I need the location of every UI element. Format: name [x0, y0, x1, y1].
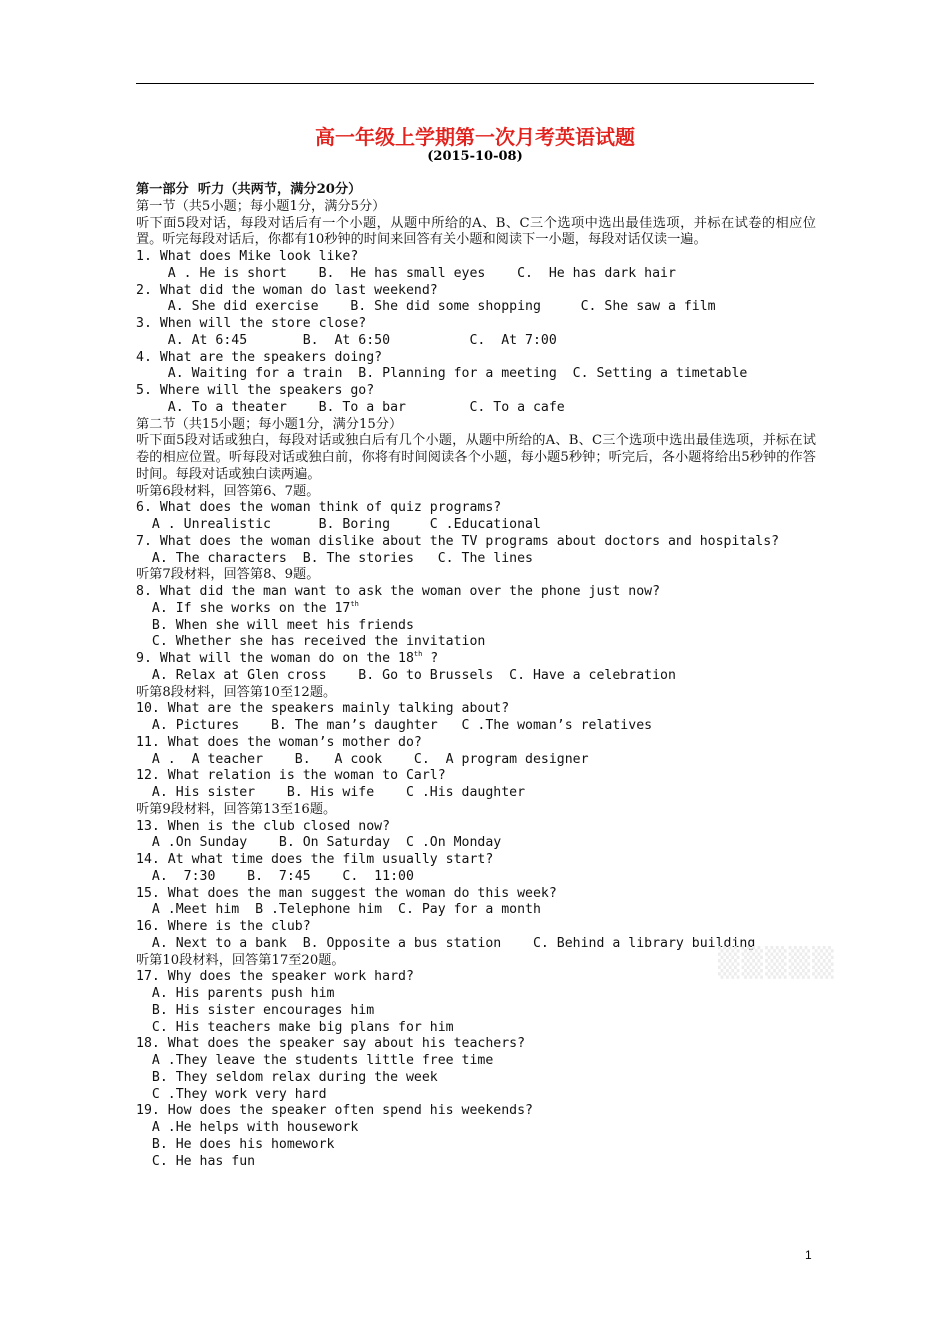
options: A. Next to a bank B. Opposite a bus station C. Behind a library building — [136, 935, 756, 951]
question: 5. Where will the speakers go? — [136, 383, 375, 398]
watermark: ▒▒▒▒▒ — [718, 946, 836, 979]
page-number: 1 — [805, 1248, 812, 1262]
options: A. Waiting for a train B. Planning for a meeting C. Setting a timetable — [136, 366, 748, 382]
question: 4. What are the speakers doing? — [136, 349, 383, 365]
option: B. They seldom relax during the week — [136, 1069, 438, 1085]
options: A .Meet him B .Telephone him C. Pay for a month — [136, 902, 541, 918]
options: A. Relax at Glen cross B. Go to Brussels C. Have a celebration — [136, 667, 676, 683]
question-text: 9. What will the woman do on the 18 — [136, 651, 414, 666]
question: 15. What does the man suggest the woman do this week? — [136, 885, 557, 901]
options: A. 7:30 B. 7:45 C. 11:00 — [136, 868, 414, 884]
options: A . He is short B. He has small eyes C. He has dark hair — [136, 265, 676, 281]
option: A. His parents push him — [136, 986, 335, 1001]
option: A .They leave the students little free time — [136, 1053, 494, 1068]
question: 14. At what time does the film usually start? — [136, 852, 494, 867]
exam-date: (2015-10-08) — [427, 149, 523, 164]
options: A. Pictures B. The man’s daughter C .The woman’s relatives — [136, 718, 653, 733]
option: B. He does his homework — [136, 1136, 335, 1152]
option: C. His teachers make big plans for him — [136, 1019, 454, 1035]
superscript: th — [413, 650, 423, 658]
options: A. To a theater B. To a bar C. To a cafe — [136, 399, 565, 415]
section-instructions: 听下面5段对话或独白，每段对话或独白后有几个小题，从题中所给的A、B、C三个选项中选出最佳选项，并标在试卷的相应位置。听每段对话或独白前，你将有时间阅读各个小题，每小题5秒钟；听完后，各小题将给出5秒钟的作答时间。每段对话或独白读两遍。 — [136, 433, 816, 482]
part-heading: 第一部分 听力（共两节，满分20分） — [136, 182, 362, 197]
option: C. He has fun — [136, 1153, 256, 1169]
question: 11. What does the woman’s mother do? — [136, 734, 422, 750]
question: 6. What does the woman think of quiz programs? — [136, 500, 502, 516]
page-title: 高一年级上学期第一次月考英语试题 — [315, 125, 635, 149]
question: 7. What does the woman dislike about the TV programs about doctors and hospitals? — [136, 533, 780, 549]
question: 8. What did the man want to ask the woman over the phone just now? — [136, 584, 661, 599]
question-end: ? — [422, 651, 439, 666]
option: C. Whether she has received the invitation — [136, 634, 486, 650]
section-instructions: 听下面5段对话，每段对话后有一个小题，从题中所给的A、B、C三个选项中选出最佳选项，并标在试卷的相应位置。听完每段对话后，你都有10秒钟的时间来回答有关小题和阅读下一小题，每段对话仅读一遍。 — [136, 215, 816, 248]
question: 19. How does the speaker often spend his weekends? — [136, 1103, 533, 1119]
question: 17. Why does the speaker work hard? — [136, 969, 414, 985]
options: A .On Sunday B. On Saturday C .On Monday — [136, 835, 502, 851]
material-heading: 听第9段材料，回答第13至16题。 — [136, 801, 337, 817]
material-heading: 听第8段材料，回答第10至12题。 — [136, 684, 337, 700]
material-heading: 听第7段材料，回答第8、9题。 — [136, 567, 320, 583]
section-heading: 第一节（共5小题；每小题1分，满分5分） — [136, 198, 386, 214]
option — [136, 601, 816, 618]
question: 2. What did the woman do last weekend? — [136, 282, 438, 298]
header-rule — [136, 83, 814, 84]
question: 16. Where is the club? — [136, 919, 311, 934]
option: A .He helps with housework — [136, 1120, 359, 1135]
question: 1. What does Mike look like? — [136, 249, 359, 264]
question: 18. What does the speaker say about his teachers? — [136, 1036, 526, 1052]
superscript: th — [350, 599, 359, 608]
options: A. At 6:45 B. At 6:50 C. At 7:00 — [136, 332, 557, 348]
section-heading: 第二节（共15小题；每小题1分，满分15分） — [136, 416, 403, 432]
options: A . A teacher B. A cook C. A program designer — [136, 751, 589, 767]
question: 13. When is the club closed now? — [136, 818, 391, 834]
question — [136, 651, 816, 668]
options: A. She did exercise B. She did some shopping C. She saw a film — [136, 299, 716, 315]
option: C .They work very hard — [136, 1086, 327, 1102]
option-text: A. If she works on the 17 — [136, 600, 351, 616]
question: 12. What relation is the woman to Carl? — [136, 768, 446, 784]
material-heading: 听第6段材料，回答第6、7题。 — [136, 483, 320, 499]
options: A. The characters B. The stories C. The lines — [136, 550, 533, 566]
material-heading: 听第10段材料，回答第17至20题。 — [136, 952, 345, 968]
option: B. When she will meet his friends — [136, 617, 414, 633]
options: A. His sister B. His wife C .His daughter — [136, 785, 526, 800]
option: B. His sister encourages him — [136, 1002, 375, 1018]
question: 3. When will the store close? — [136, 316, 367, 331]
exam-body — [136, 182, 816, 1170]
question: 10. What are the speakers mainly talking about? — [136, 701, 510, 717]
options: A . Unrealistic B. Boring C .Educational — [136, 517, 541, 532]
